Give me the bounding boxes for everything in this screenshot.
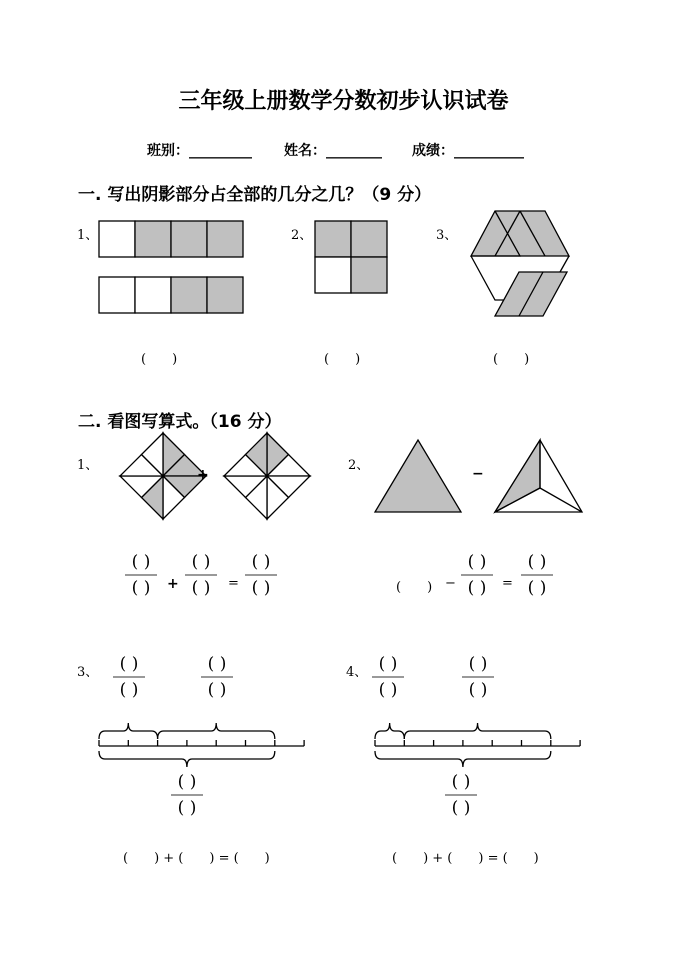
fraction-input[interactable]: ( ) ( ) (459, 551, 495, 599)
fraction-input[interactable]: ( ) ( ) (460, 653, 496, 701)
brace (99, 751, 275, 767)
square-figure-2 (315, 221, 387, 293)
brace (404, 723, 551, 739)
name-field: 姓名：________ (284, 143, 382, 159)
triangle-figure-b (495, 440, 582, 512)
equals-sign: = (228, 576, 239, 591)
brace (375, 751, 551, 767)
diamond-1 (120, 433, 206, 519)
brace (99, 723, 158, 739)
q3-number: 3、 (436, 228, 458, 243)
section1-heading: 一. 写出阴影部分占全部的几分之几？（9 分） (78, 185, 432, 205)
fraction-input[interactable]: ( ) ( ) (443, 771, 479, 819)
answer-2[interactable]: ( ) (324, 352, 361, 367)
triangle-figure-a (375, 440, 461, 512)
fraction-input[interactable]: ( ) ( ) (123, 551, 159, 599)
answer-1[interactable]: ( ) (141, 352, 178, 367)
page-title: 三年级上册数学分数初步认识试卷 (178, 89, 509, 114)
brace (375, 723, 404, 739)
fraction-input[interactable]: ( ) ( ) (519, 551, 555, 599)
q2-1-number: 1、 (77, 458, 99, 473)
number-line-3 (99, 723, 304, 767)
number-line-4 (375, 723, 580, 767)
diamond-2 (224, 433, 310, 519)
blank-input[interactable]: ( ) (396, 580, 433, 595)
q2-2-number: 2、 (348, 458, 370, 473)
q2-number: 2、 (291, 228, 313, 243)
equation-3[interactable]: ( ) + ( ) = ( ) (123, 851, 270, 866)
section2-heading: 二. 看图写算式。（16 分） (78, 412, 282, 432)
class-field: 班别：_________ (147, 143, 252, 159)
equation-4[interactable]: ( ) + ( ) = ( ) (392, 851, 539, 866)
plus-sign: + (167, 576, 179, 592)
q1-number: 1、 (77, 228, 99, 243)
fraction-input[interactable]: ( ) ( ) (370, 653, 406, 701)
fraction-input[interactable]: ( ) ( ) (111, 653, 147, 701)
hexagon-figure-3 (471, 211, 569, 316)
minus-sign: − (445, 576, 456, 591)
fraction-input[interactable]: ( ) ( ) (183, 551, 219, 599)
fraction-input[interactable]: ( ) ( ) (243, 551, 279, 599)
q2-3-number: 3、 (77, 665, 99, 680)
minus-sign: − (472, 466, 484, 482)
equals-sign: = (502, 576, 513, 591)
score-field: 成绩：__________ (412, 143, 524, 159)
plus-sign: + (197, 467, 209, 483)
fraction-input[interactable]: ( ) ( ) (169, 771, 205, 819)
fraction-input[interactable]: ( ) ( ) (199, 653, 235, 701)
q2-4-number: 4、 (346, 665, 368, 680)
bar-figure-1 (99, 221, 243, 313)
answer-3[interactable]: ( ) (493, 352, 530, 367)
brace (158, 723, 275, 739)
